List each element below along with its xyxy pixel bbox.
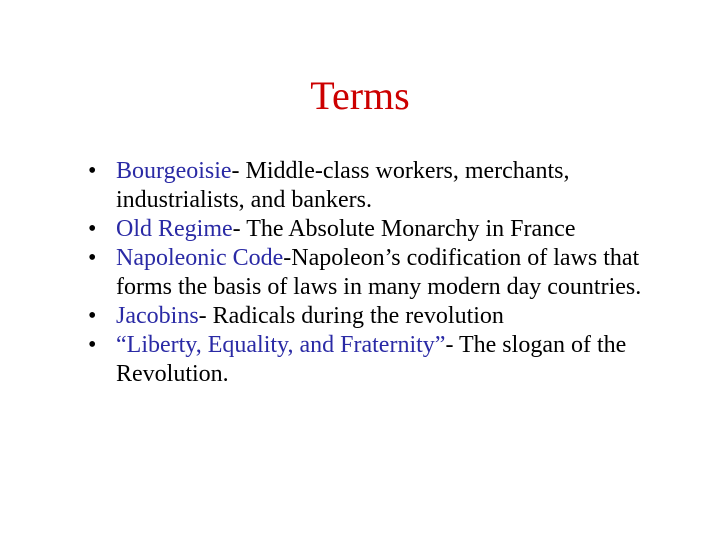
bullet-icon: •: [88, 158, 97, 184]
terms-list: [84, 157, 674, 389]
slide-title: Terms: [310, 73, 410, 118]
term-name: Jacobins: [116, 303, 199, 329]
bullet-icon: •: [88, 303, 97, 329]
list-item-bourgeoisie: [84, 157, 674, 215]
list-item-slogan: [84, 331, 674, 389]
term-definition: - Radicals during the revolution: [198, 303, 504, 329]
term-name: “Liberty, Equality, and Fraternity”: [116, 332, 446, 358]
term-definition: -Napoleon’s codification of laws that forms the basis of laws in many modern day countries.: [116, 245, 642, 300]
term-name: Napoleonic Code: [116, 245, 284, 271]
list-item-napoleonic-code: [84, 244, 674, 302]
term-definition: - The slogan of the Revolution.: [116, 332, 627, 387]
term-definition: - The Absolute Monarchy in France: [232, 216, 576, 242]
term-definition: - Middle-class workers, merchants, industrialists, and bankers.: [116, 158, 570, 213]
term-name: Old Regime: [116, 216, 233, 242]
list-item-jacobins: [84, 302, 674, 331]
bullet-icon: •: [88, 332, 97, 358]
bullet-icon: •: [88, 216, 97, 242]
list-item-old-regime: [84, 215, 674, 244]
term-name: Bourgeoisie: [116, 158, 232, 184]
bullet-icon: •: [88, 245, 97, 271]
